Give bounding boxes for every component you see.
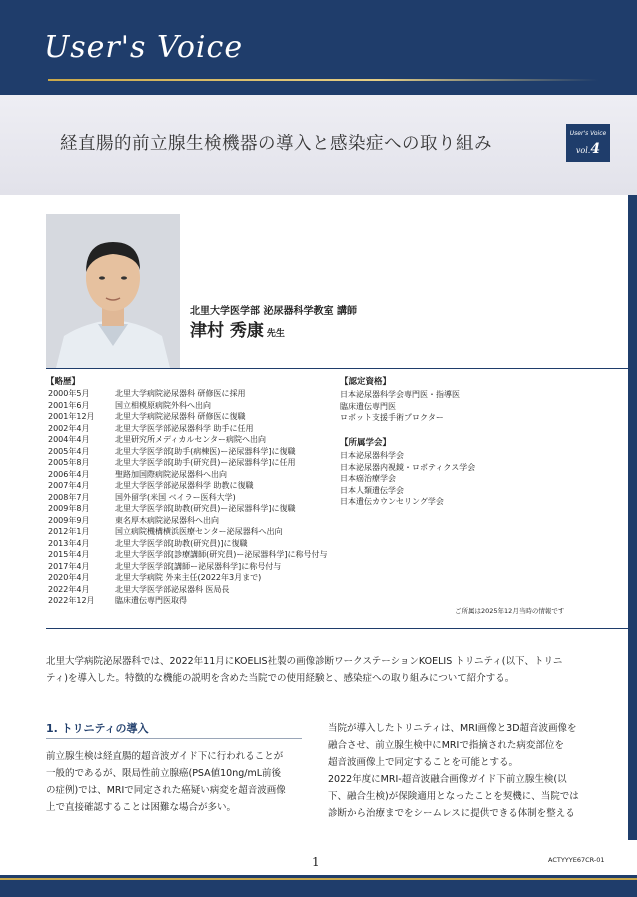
history-text: 北里研究所メディカルセンター病院へ出向: [115, 435, 267, 444]
history-text: 国外留学(米国 ベイラー医科大学): [115, 492, 236, 502]
certification-item: 日本泌尿器科学会専門医・指導医: [340, 390, 460, 399]
history-row: [48, 526, 283, 537]
history-row: [48, 561, 281, 572]
history-heading: 【略歴】: [46, 377, 81, 387]
body-line: 上で直接確認することは困難な場合が多い。: [46, 802, 237, 813]
history-text: 北里大学医学部泌尿器科 医局長: [115, 584, 230, 594]
history-text: 臨床遺伝専門医取得: [115, 596, 187, 605]
page-number: 1: [312, 855, 320, 869]
author-photo: [46, 214, 180, 368]
history-row: [48, 446, 295, 457]
history-text: 東名厚木病院泌尿器科へ出向: [115, 515, 219, 525]
history-date: 2020年4月: [48, 573, 90, 582]
section-1-underline: [46, 738, 302, 739]
history-date: 2008年7月: [48, 492, 90, 502]
affiliation-note: ご所属は2025年12月当時の情報です: [455, 607, 565, 615]
history-text: 北里大学医学部泌尿器科学 助手に任用: [115, 423, 254, 433]
history-date: 2005年4月: [48, 446, 90, 456]
history-text: 北里大学医学部[助教(研究員)]に復職: [115, 538, 248, 548]
brand-title: User's Voice: [44, 30, 244, 65]
history-date: 2022年12月: [48, 596, 95, 605]
history-text: 北里大学病院泌尿器科 研修医に復職: [115, 412, 246, 421]
history-text: 北里大学医学部[助手(病棟医)ー泌尿器科学]に復職: [115, 446, 296, 456]
history-row: [48, 388, 246, 399]
history-row: [48, 469, 227, 480]
volume-number: 4: [590, 141, 601, 157]
society-item: 日本泌尿器内視鏡・ロボティクス学会: [340, 462, 476, 472]
society-item: 日本泌尿器科学会: [340, 451, 404, 460]
history-date: 2001年6月: [48, 400, 90, 410]
footer-gold-rule: [0, 878, 637, 880]
author-affiliation: 北里大学医学部 泌尿器科学教室 講師: [190, 306, 357, 317]
history-text: 北里大学医学部[診療講師(研究員)ー泌尿器科学]に称号付与: [115, 550, 328, 559]
profile-divider: [46, 368, 628, 369]
body-line: 融合させ、前立腺生検中にMRIで指摘された病変部位を: [328, 740, 564, 751]
history-row: [48, 492, 236, 503]
society-item: 日本遺伝カウンセリング学会: [340, 497, 444, 506]
history-row: [48, 572, 261, 583]
volume-badge-brand: User's Voice: [569, 130, 607, 137]
author-name: [190, 316, 285, 341]
history-row: [48, 538, 247, 549]
article-title: 経直腸的前立腺生検機器の導入と感染症への取り組み: [60, 134, 492, 154]
history-text: 北里大学医学部[助教(研究員)ー泌尿器科学]に復職: [115, 504, 296, 513]
right-edge-bar: [628, 195, 637, 840]
right-column-text: [328, 720, 579, 822]
body-line: 超音波画像上で同定することを可能とする。: [328, 757, 519, 768]
history-date: 2007年4月: [48, 481, 90, 490]
history-date: 2017年4月: [48, 561, 90, 571]
societies-heading: 【所属学会】: [340, 438, 392, 448]
body-line: 診断から治療までをシームレスに提供できる体制を整える: [328, 808, 575, 819]
volume-badge: [566, 124, 610, 162]
certifications-heading: 【認定資格】: [340, 377, 392, 387]
history-row: [48, 549, 327, 560]
history-text: 国立病院機構横浜医療センター泌尿器科へ出向: [115, 527, 283, 536]
gold-rule: [48, 79, 598, 81]
certification-item: 臨床遺伝専門医: [340, 401, 396, 411]
history-text: 北里大学病院 外来主任(2022年3月まで): [115, 573, 262, 582]
author-name-text: 津村 秀康: [190, 321, 264, 341]
history-date: 2009年8月: [48, 504, 90, 513]
volume-badge-number: [566, 141, 610, 157]
history-date: 2013年4月: [48, 538, 90, 548]
history-date: 2004年4月: [48, 435, 90, 444]
history-row: [48, 515, 219, 526]
history-row: [48, 411, 246, 422]
body-line: の症例)では、MRIで同定された癌疑い病変を超音波画像: [46, 785, 286, 796]
history-row: [48, 400, 211, 411]
body-line: 一般的であるが、限局性前立腺癌(PSA値10ng/mL前後: [46, 768, 282, 779]
section-divider: [46, 628, 628, 629]
body-line: 当院が導入したトリニティは、MRI画像と3D超音波画像を: [328, 723, 577, 734]
lead-line: 北里大学病院泌尿器科では、2022年11月にKOELIS社製の画像診断ワークステーションKOELIS トリニティ(以下、トリニ: [46, 656, 563, 667]
history-text: 北里大学医学部[講師ー泌尿器科学]に称号付与: [115, 561, 282, 571]
certification-item: ロボット支援手術プロクター: [340, 413, 444, 422]
history-text: 聖路加国際病院泌尿器科へ出向: [115, 469, 227, 479]
society-item: 日本人類遺伝学会: [340, 485, 404, 495]
history-row: [48, 480, 254, 491]
portrait-illustration: [46, 214, 180, 368]
history-date: 2000年5月: [48, 389, 90, 398]
history-date: 2009年9月: [48, 515, 90, 525]
history-date: 2001年12月: [48, 412, 95, 421]
history-row: [48, 457, 295, 468]
author-honorific: 先生: [266, 329, 285, 339]
body-line: 下、融合生検)が保険適用となったことを契機に、当院では: [328, 791, 579, 802]
history-text: 北里大学医学部泌尿器科学 助教に復職: [115, 481, 254, 490]
lead-line: ティ)を導入した。特徴的な機能の説明を含めた当院での使用経験と、感染症への取り組みについて紹介する。: [46, 673, 515, 684]
history-text: 国立相模原病院外科へ出向: [115, 400, 211, 410]
history-date: 2005年8月: [48, 458, 90, 467]
history-row: [48, 584, 230, 595]
section-1-title: 1. トリニティの導入: [46, 722, 149, 735]
history-row: [48, 503, 295, 514]
left-column-text: [46, 748, 286, 816]
body-line: 前立腺生検は経直腸的超音波ガイド下に行われることが: [46, 751, 284, 762]
history-row: [48, 595, 187, 606]
body-line: 2022年度にMRI-超音波融合画像ガイド下前立腺生検(以: [328, 774, 567, 785]
history-date: 2006年4月: [48, 469, 90, 479]
society-item: 日本癌治療学会: [340, 474, 396, 483]
history-row: [48, 434, 266, 445]
history-text: 北里大学病院泌尿器科 研修医に採用: [115, 389, 246, 398]
volume-label: vol.: [575, 146, 591, 155]
history-date: 2012年1月: [48, 527, 90, 536]
lead-paragraph: [46, 653, 606, 687]
history-date: 2022年4月: [48, 584, 90, 594]
history-date: 2015年4月: [48, 550, 90, 559]
history-date: 2002年4月: [48, 423, 90, 433]
document-id: ACTYYYE67CR-01: [548, 856, 605, 864]
history-row: [48, 423, 254, 434]
history-text: 北里大学医学部[助手(研究員)ー泌尿器科学]に任用: [115, 458, 296, 467]
